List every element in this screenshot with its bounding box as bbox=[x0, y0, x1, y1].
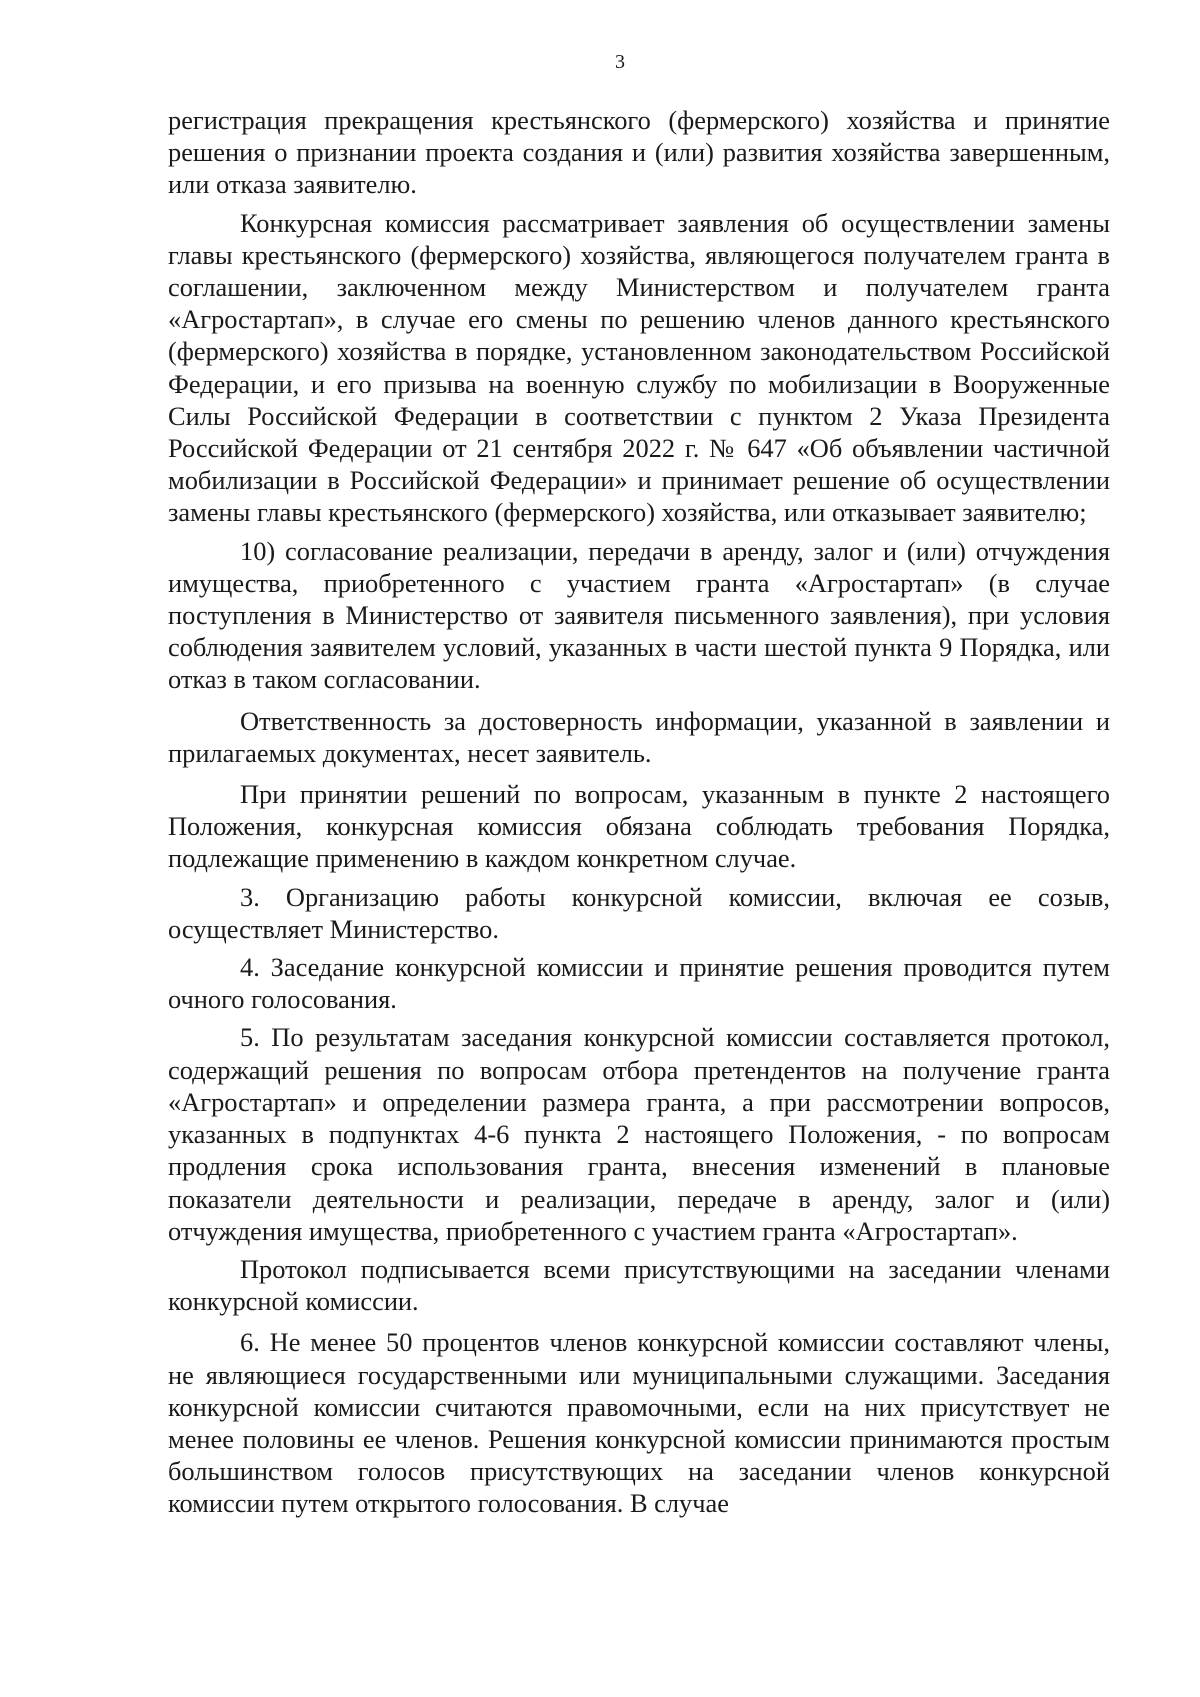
page-number: 3 bbox=[615, 51, 625, 73]
paragraph: 4. Заседание конкурсной комиссии и принятие решения проводится путем очного голосования. bbox=[168, 952, 1110, 1015]
paragraph: регистрация прекращения крестьянского (фермерского) хозяйства и принятие решения о признании проекта создания и (или) развития хозяйства завершенным, или отказа заявителю. bbox=[168, 105, 1110, 200]
document-body bbox=[168, 104, 1110, 1520]
paragraph: Протокол подписывается всеми присутствующими на заседании членами конкурсной комиссии. bbox=[168, 1253, 1110, 1317]
paragraph: Конкурсная комиссия рассматривает заявления об осуществлении замены главы крестьянского (фермерского) хозяйства, являющегося получателем гранта в соглашении, заключенном между Министерством и получателем гранта «Агростартап», в случае его смены по решению членов данного крестьянского (фермерского) хозяйства в порядке, установленном законодательством Российской Федерации, и его призыва на военную службу по мобилизации в Вооруженные Силы Российской Федерации в соответствии с пунктом 2 Указа Президента Российской Федерации от 21 сентября 2022 г. № 647 «Об объявлении частичной мобилизации в Российской Федерации» и принимает решение об осуществлении замены главы крестьянского (фермерского) хозяйства, или отказывает заявителю; bbox=[168, 207, 1110, 528]
paragraph: При принятии решений по вопросам, указанным в пункте 2 настоящего Положения, конкурсная комиссия обязана соблюдать требования Порядка, подлежащие применению в каждом конкретном случае. bbox=[168, 779, 1110, 874]
paragraph: Ответственность за достоверность информации, указанной в заявлении и прилагаемых документах, несет заявитель. bbox=[168, 705, 1110, 768]
paragraph: 5. По результатам заседания конкурсной комиссии составляется протокол, содержащий решения по вопросам отбора претендентов на получение гранта «Агростартап» и определении размера гранта, а при рассмотрении вопросов, указанных в подпунктах 4-6 пункта 2 настоящего Положения, - по вопросам продления срока использования гранта, внесения изменений в плановые показатели деятельности и реализации, передаче в аренду, залог и (или) отчуждения имущества, приобретенного с участием гранта «Агростартап». bbox=[168, 1022, 1110, 1246]
paragraph: 6. Не менее 50 процентов членов конкурсной комиссии составляют члены, не являющиеся государственными или муниципальными служащими. Заседания конкурсной комиссии считаются правомочными, если на них присутствует не менее половины ее членов. Решения конкурсной комиссии принимаются простым большинством голосов присутствующих на заседании членов конкурсной комиссии путем открытого голосования. В случае bbox=[168, 1327, 1110, 1519]
paragraph: 10) согласование реализации, передачи в аренду, залог и (или) отчуждения имущества, приобретенного с участием гранта «Агростартап» (в случае поступления в Министерство от заявителя письменного заявления), при условия соблюдения заявителем условий, указанных в части шестой пункта 9 Порядка, или отказ в таком согласовании. bbox=[168, 535, 1110, 695]
paragraph: 3. Организацию работы конкурсной комиссии, включая ее созыв, осуществляет Министерство. bbox=[168, 881, 1110, 944]
